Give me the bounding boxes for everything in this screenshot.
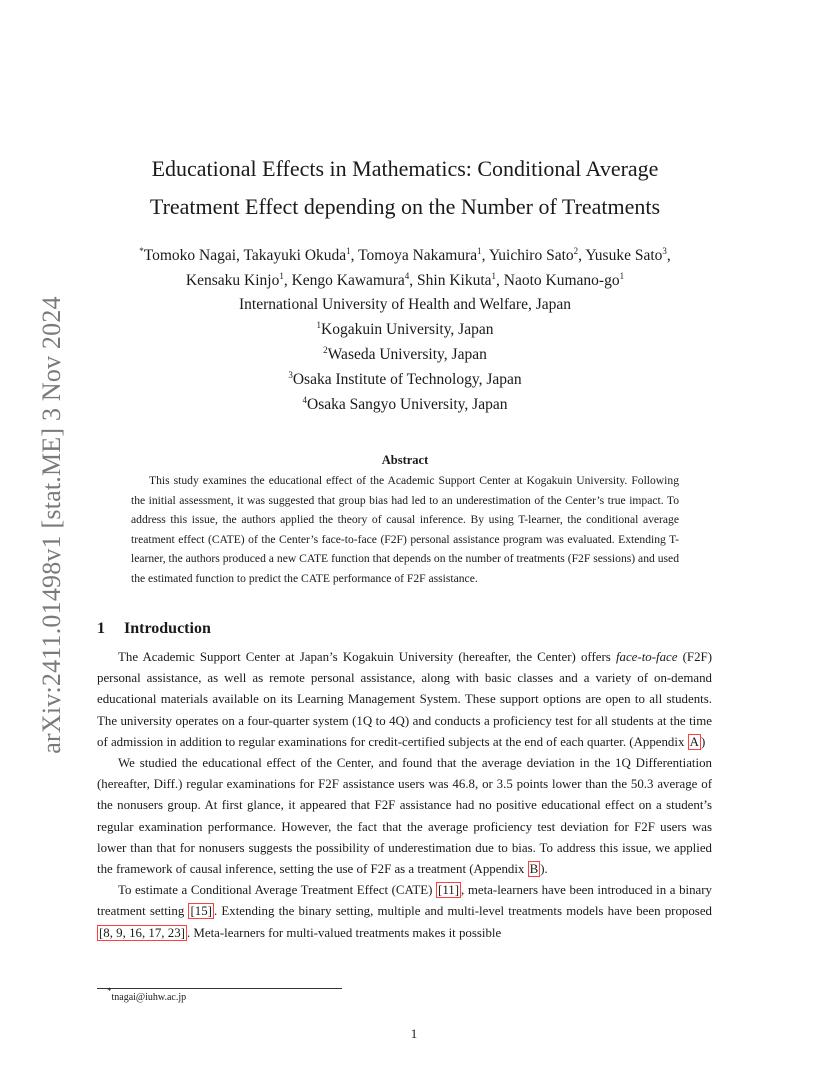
author-line-2 [95,268,715,293]
paragraph [97,647,712,753]
affiliation-mark: 2 [323,345,328,355]
author-name: Tomoko Nagai [143,247,237,264]
author-name: Kensaku Kinjo [185,272,280,289]
citation-link[interactable]: [8, 9, 16, 17, 23] [99,925,185,940]
affiliation-mark: 4 [302,395,308,405]
author-affiliation-mark: 1 [279,271,284,281]
paper-title [100,150,710,226]
author-mark: * [139,246,144,256]
body-text [97,647,712,944]
abstract-body [131,471,679,588]
paragraph-text: . Meta-learners for multi-valued treatments makes it possible [186,925,502,940]
arxiv-identifier: arXiv:2411.01498v1 [stat.ME] 3 Nov 2024 [37,296,66,754]
appendix-link[interactable]: A [689,734,699,749]
footnote [107,986,187,1003]
paragraph-text: To estimate a Conditional Average Treatment Effect (CATE) [118,883,437,898]
paragraph-text: , meta-learners have been introduced in a binary treatment setting [97,883,713,919]
author-affiliation-mark: 1 [346,246,351,256]
author-name: , Yuichiro Sato [481,247,574,264]
section-number: 1 [97,620,105,637]
affiliation [95,392,715,417]
appendix-link[interactable]: B [529,862,539,877]
author-list [95,243,715,293]
paragraph [97,753,712,880]
author-affiliation-mark: 2 [573,246,579,256]
author-affiliation-mark: 4 [404,271,410,281]
author-name: , Naoto Kumano-go [496,272,620,289]
affiliation-mark: 1 [316,320,321,330]
affiliation [95,367,715,392]
page-number: 1 [410,1026,418,1041]
affiliation-text: Waseda University, Japan [327,346,487,363]
citation-link[interactable]: [15] [190,904,212,919]
affiliation [95,292,715,317]
author-affiliation-mark: 1 [491,271,497,281]
paragraph-text: The Academic Support Center at Japan’s Kogakuin University (hereafter, the Center) offers [118,650,616,664]
author-separator: , [666,247,671,264]
abstract-text: This study examines the educational effect of the Academic Support Center at Kogakuin University. Following the initial assessment, it was suggested that group bias had led to an underestimation of the Center’s true impact. To address this issue, the authors applied the theory of causal inference. By using T-learner, the conditional average treatment effect (CATE) of the Center’s face-to-face (F2F) personal assistance program was evaluated. Extending T-learner, the authors produced a new CATE function that depends on the number of treatments (F2F sessions) and used the estimated function to predict the CATE performance of F2F assistance. [131,474,679,585]
paragraph-text: . Extending the binary setting, multiple and multi-level treatments models have been proposed [213,904,712,919]
affiliation-text: Osaka Institute of Technology, Japan [292,371,522,388]
affiliation-mark: 3 [288,370,293,380]
author-affiliation-mark: 1 [477,246,482,256]
paragraph-text: We studied the educational effect of the Center, and found that the average deviation in the 1Q Differentiation (hereafter, Diff.) regular examinations for F2F assistance users was 46.8, or 3.5 points lower than the 50.3 average of the nonusers group. At first glance, it appeared that F2F assistance had no positive educational effect on a student’s regular examination performance. However, the fact that the average proficiency test deviation for F2F users was lower than that for nonusers suggests the possibility of underestimation due to bias. To address this issue, we applied the framework of causal inference, setting the use of F2F as a treatment (Appendix [97,756,712,877]
author-affiliation-mark: 1 [619,271,625,281]
affiliation-text: International University of Health and Welfare, Japan [238,296,572,313]
footnote-email: tnagai@iuhw.ac.jp [111,992,187,1003]
title-line-2: Treatment Effect depending on the Number of Treatments [149,194,661,219]
section-title: Introduction [124,620,211,637]
author-name: , Takayuki Okuda [236,247,347,264]
paragraph-text: ). [540,862,548,877]
footnote-rule [97,988,342,989]
author-line-1 [95,243,715,268]
paragraph [97,880,712,944]
affiliation [95,342,715,367]
affiliation-text: Kogakuin University, Japan [321,321,494,338]
affiliation-list [95,292,715,417]
author-name: , Shin Kikuta [409,272,492,289]
section-heading [97,620,211,638]
author-name: , Kengo Kawamura [283,272,405,289]
paragraph-text: ) [700,734,706,749]
affiliation [95,317,715,342]
abstract-heading: Abstract [381,453,429,467]
author-affiliation-mark: 3 [662,246,667,256]
footnote-mark: * [107,986,112,996]
affiliation-text: Osaka Sangyo University, Japan [307,396,508,413]
author-name: , Yusuke Sato [578,247,663,264]
paragraph-text: (F2F) personal assistance, as well as remote personal assistance, along with basic classes and a variety of on-demand educational materials available on its Learning Management System. These support options are open to all students. The university operates on a four-quarter system (1Q to 4Q) and conducts a proficiency test for all students at the time of admission in addition to regular examinations for credit-certified subjects at the end of each quarter. (Appendix [97,650,713,749]
emphasis-text: face-to-face [615,650,678,664]
title-line-1: Educational Effects in Mathematics: Conditional Average [151,156,659,181]
citation-link[interactable]: [11] [438,883,460,898]
author-name: , Tomoya Nakamura [350,247,478,264]
